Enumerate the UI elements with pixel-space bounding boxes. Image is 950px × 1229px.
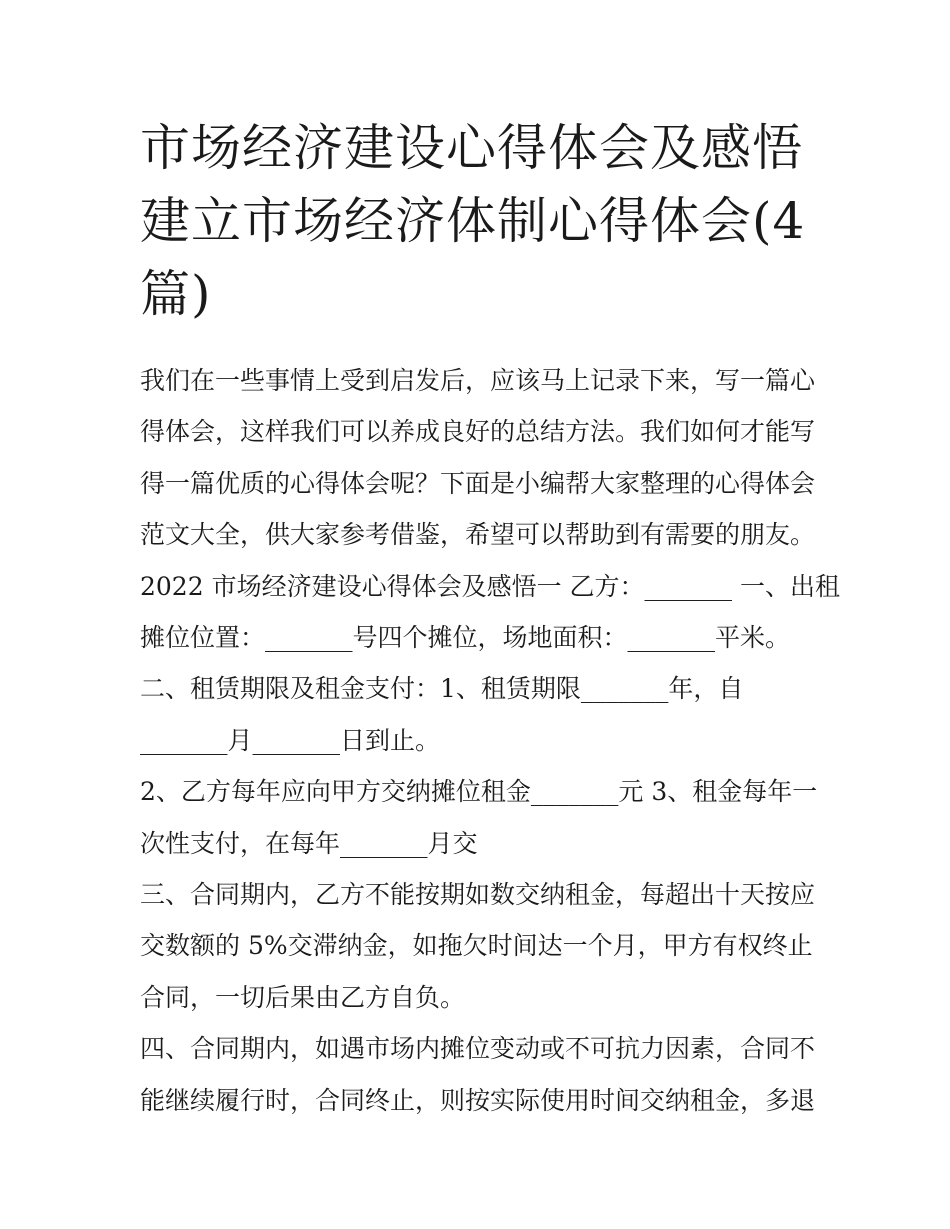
intro-line: 我们在一些事情上受到启发后，应该马上记录下来，写一篇心 — [140, 366, 816, 395]
intro-line: 范文大全，供大家参考借鉴，希望可以帮助到有需要的朋友。 — [140, 520, 816, 550]
contract-line: 2、乙方每年应向甲方交纳摊位租金_______元 3、租金每年一 — [140, 777, 818, 807]
contract-line: 能继续履行时，合同终止，则按实际使用时间交纳租金，多退 — [140, 1085, 816, 1115]
contract-line: 四、合同期内，如遇市场内摊位变动或不可抗力因素，合同不 — [140, 1034, 816, 1064]
document-title — [140, 112, 820, 331]
intro-line: 得体会，这样我们可以养成良好的总结方法。我们如何才能写 — [140, 417, 816, 447]
contract-line: _______月_______日到止。 — [140, 725, 441, 755]
contract-line: 二、租赁期限及租金支付：1、租赁期限_______年，自 — [140, 674, 744, 704]
title-line: 建立市场经济体制心得体会(4 — [140, 192, 806, 250]
intro-line: 得一篇优质的心得体会呢？下面是小编帮大家整理的心得体会 — [140, 468, 816, 498]
contract-line: 三、合同期内，乙方不能按期如数交纳租金，每超出十天按应 — [140, 880, 816, 910]
contract-line: 摊位位置：_______号四个摊位，场地面积：_______平米。 — [140, 623, 791, 653]
contract-line: 合同，一切后果由乙方自负。 — [140, 982, 466, 1012]
contract-line: 次性支付，在每年_______月交 — [140, 828, 478, 858]
title-line: 篇) — [140, 265, 212, 323]
document-body — [140, 355, 840, 1126]
contract-line: 交数额的 5%交滞纳金，如拖欠时间达一个月，甲方有权终止 — [140, 931, 813, 961]
title-line: 市场经济建设心得体会及感悟 — [140, 119, 803, 177]
contract-line: 2022 市场经济建设心得体会及感悟一 乙方：_______ 一、出租 — [140, 571, 840, 601]
document-page — [140, 112, 840, 1126]
